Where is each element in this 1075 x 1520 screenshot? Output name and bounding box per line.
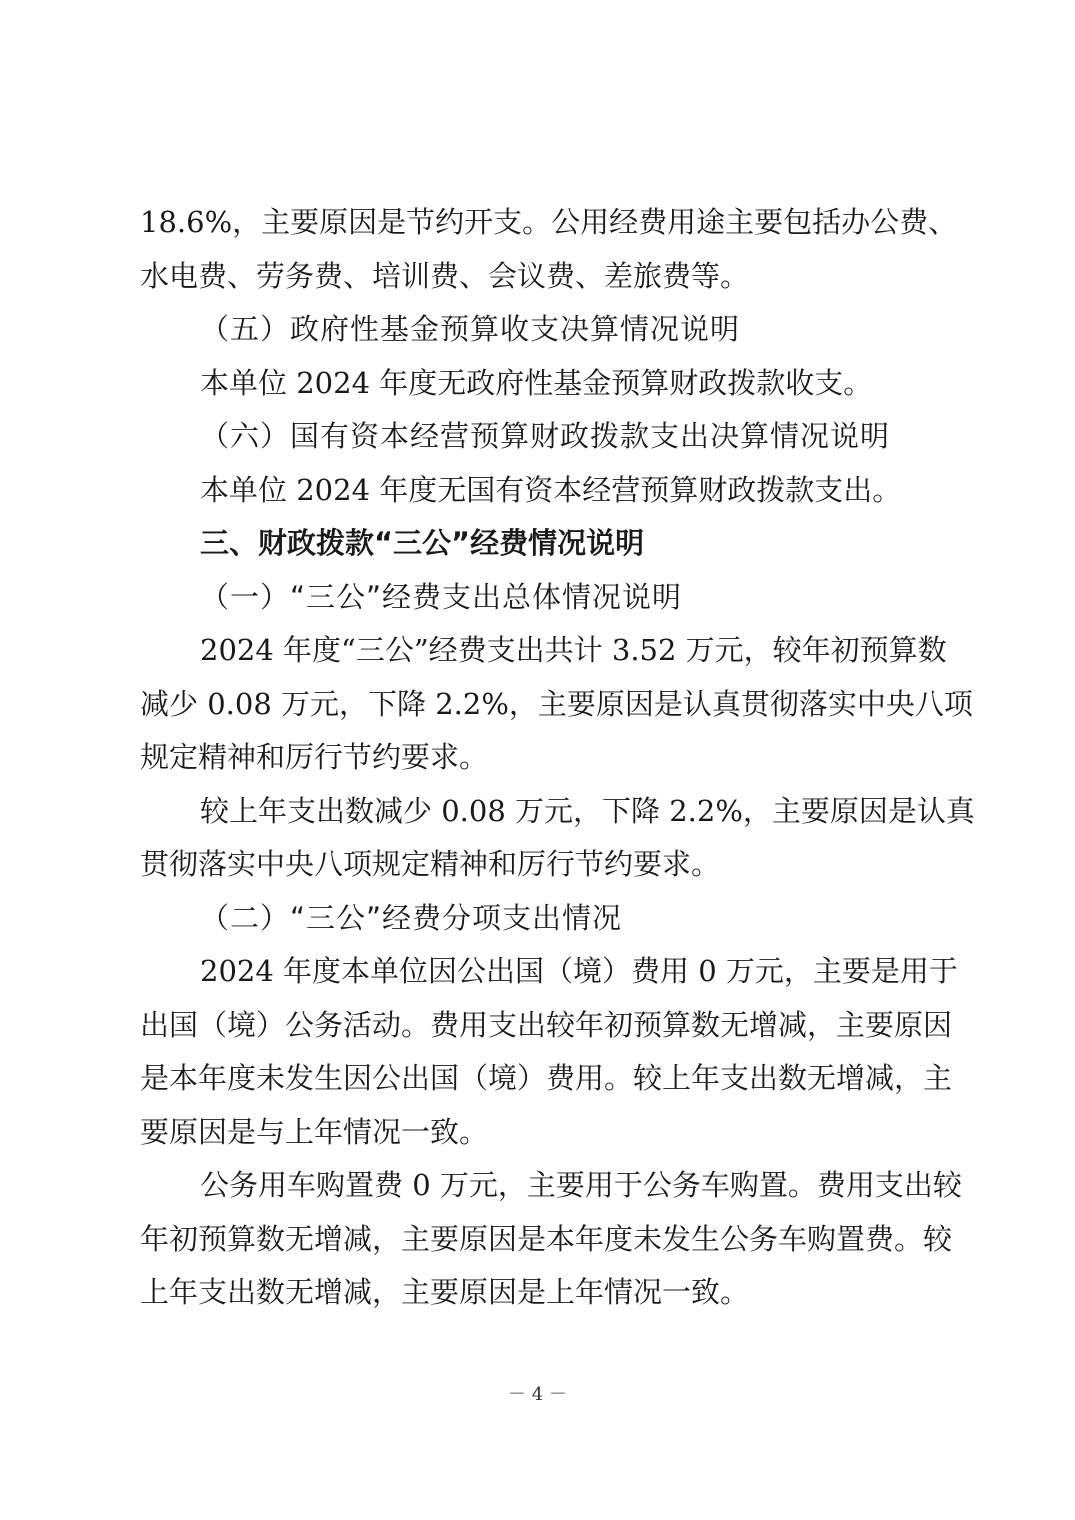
body-text-line: 公务用车购置费 0 万元，主要用于公务车购置。费用支出较 [200,1168,962,1202]
body-text-line: 年初预算数无增减，主要原因是本年度未发生公务车购置费。较 [140,1221,953,1256]
document-body [140,196,975,1320]
body-text-line: 是本年度未发生因公出国（境）费用。较上年支出数无增减，主 [140,1061,953,1095]
body-text-line: 减少 0.08 万元，下降 2.2%，主要原因是认真贯彻落实中央八项 [140,686,973,721]
page-number: － 4 － [508,1384,567,1405]
section-heading: （二）“三公”经费分项支出情况 [200,900,623,935]
body-text-line: 2024 年度“三公”经费支出共计 3.52 万元，较年初预算数 [200,633,947,667]
section-heading: （一）“三公”经费支出总体情况说明 [200,579,683,614]
body-text-line: 出国（境）公务活动。费用支出较年初预算数无增减，主要原因 [140,1007,953,1042]
body-text-line: 18.6%，主要原因是节约开支。公用经费用途主要包括办公费、 [140,205,958,239]
section-heading: （五）政府性基金预算收支决算情况说明 [200,312,741,346]
body-text-line: 2024 年度本单位因公出国（境）费用 0 万元，主要是用于 [200,954,958,988]
body-text-line: 贯彻落实中央八项规定精神和厉行节约要求。 [140,847,721,881]
body-text-line: 本单位 2024 年度无政府性基金预算财政拨款收支。 [200,365,873,400]
body-text-line: 规定精神和厉行节约要求。 [140,740,489,774]
body-text-line: 上年支出数无增减，主要原因是上年情况一致。 [140,1275,750,1309]
body-text-line: 水电费、劳务费、培训费、会议费、差旅费等。 [140,258,750,293]
body-text-line: 要原因是与上年情况一致。 [140,1114,489,1149]
body-text-line: 本单位 2024 年度无国有资本经营预算财政拨款支出。 [200,472,902,507]
section-heading: （六）国有资本经营预算财政拨款支出决算情况说明 [200,419,891,453]
body-text-line: 较上年支出数减少 0.08 万元，下降 2.2%，主要原因是认真 [200,793,975,828]
chapter-heading: 三、财政拨款“三公”经费情况说明 [200,526,645,560]
